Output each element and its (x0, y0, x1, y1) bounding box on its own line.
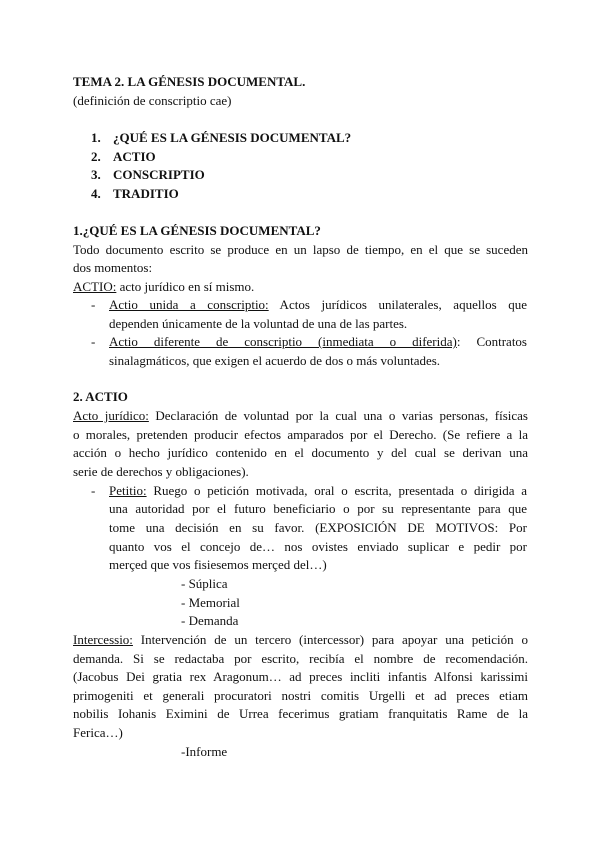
paragraph-line: serie de derechos y obligaciones). (73, 464, 249, 479)
paragraph-line: demanda. Si se redactaba por escrito, recibía el nombre de recomendación. (73, 651, 528, 666)
bullet-line (109, 334, 527, 350)
term-label: ACTIO: (73, 279, 117, 294)
sub-item: -Informe (181, 744, 228, 759)
term-text: Intervención de un tercero (intercessor) para apoyar una petición o (132, 632, 528, 647)
paragraph-line: Todo documento escrito se produce en un lapso de tiempo, en el que se suceden (73, 242, 528, 257)
term-label: Actio unida a conscriptio: (109, 297, 269, 312)
term-text: : Contratos (456, 334, 527, 349)
bullet-dash: - (91, 334, 96, 349)
bullet-line (109, 297, 527, 313)
page-subtitle: (definición de conscriptio cae) (73, 93, 232, 108)
bullet-line: tome una decisión en su favor. (EXPOSICIÓN DE MOTIVOS: Por (109, 520, 527, 535)
term-text: Actos jurídicos unilaterales, aquellos que (268, 297, 527, 312)
sub-item: - Memorial (181, 595, 240, 610)
paragraph-line: (Jacobus Dei gratia rex Aragonum… ad preces incliti infantis Alfonsi karissimi (73, 669, 528, 684)
toc-item: CONSCRIPTIO (113, 167, 205, 182)
bullet-line: quanto vos el concejo de… nos ovistes enviado suplicar e pedir por (109, 539, 527, 554)
term-text: acto jurídico en sí mismo. (116, 279, 255, 294)
section-heading: 1.¿QUÉ ES LA GÉNESIS DOCUMENTAL? (73, 223, 321, 238)
toc-item: ACTIO (113, 149, 156, 164)
bullet-dash: - (91, 483, 96, 498)
term-label: Intercessio: (73, 632, 133, 647)
term-label: Actio diferente de conscriptio (inmediata o diferida) (109, 334, 457, 349)
toc-number: 3. (91, 167, 101, 182)
bullet-line: sinalagmáticos, que exigen el acuerdo de dos o más voluntades. (109, 353, 441, 368)
bullet-dash: - (91, 297, 96, 312)
bullet-line (109, 483, 527, 499)
sub-item: - Súplica (181, 576, 228, 591)
section-heading: 2. ACTIO (73, 389, 128, 404)
paragraph-line (73, 632, 528, 648)
definition-line (73, 279, 254, 295)
bullet-line: dependen únicamente de la voluntad de una de las partes. (109, 316, 408, 331)
toc-item: ¿QUÉ ES LA GÉNESIS DOCUMENTAL? (113, 130, 352, 145)
toc-item: TRADITIO (113, 186, 179, 201)
bullet-line: merçed que vos fisiesemos merçed del…) (109, 557, 327, 572)
paragraph-line: Ferica…) (73, 725, 123, 740)
term-text: Ruego o petición motivada, oral o escrita, presentada o dirigida a (146, 483, 527, 498)
paragraph-line: dos momentos: (73, 260, 153, 275)
paragraph-line: o morales, pretenden producir efectos amparados por el Derecho. (Se refiere a la (73, 427, 528, 442)
paragraph-line: nobilis Iohanis Eximini de Urrea fecerimus gratiam franquitatis Rame de la (73, 706, 528, 721)
term-text: Declaración de voluntad por la cual una o varias personas, físicas (148, 408, 528, 423)
paragraph-line: primogeniti et generali procuratori nostri comitis Urgelli et ad preces etiam (73, 688, 528, 703)
paragraph-line: acción o hecho jurídico contenido en el documento y del cual se derivan una (73, 445, 528, 460)
page-title: TEMA 2. LA GÉNESIS DOCUMENTAL. (73, 74, 306, 89)
toc-number: 2. (91, 149, 101, 164)
sub-item: - Demanda (181, 613, 239, 628)
paragraph-line (73, 408, 528, 424)
toc-number: 4. (91, 186, 101, 201)
term-label: Acto jurídico: (73, 408, 149, 423)
term-label: Petitio: (109, 483, 147, 498)
bullet-line: una autoridad por el futuro beneficiario o por su representante para que (109, 501, 527, 516)
toc-number: 1. (91, 130, 101, 145)
